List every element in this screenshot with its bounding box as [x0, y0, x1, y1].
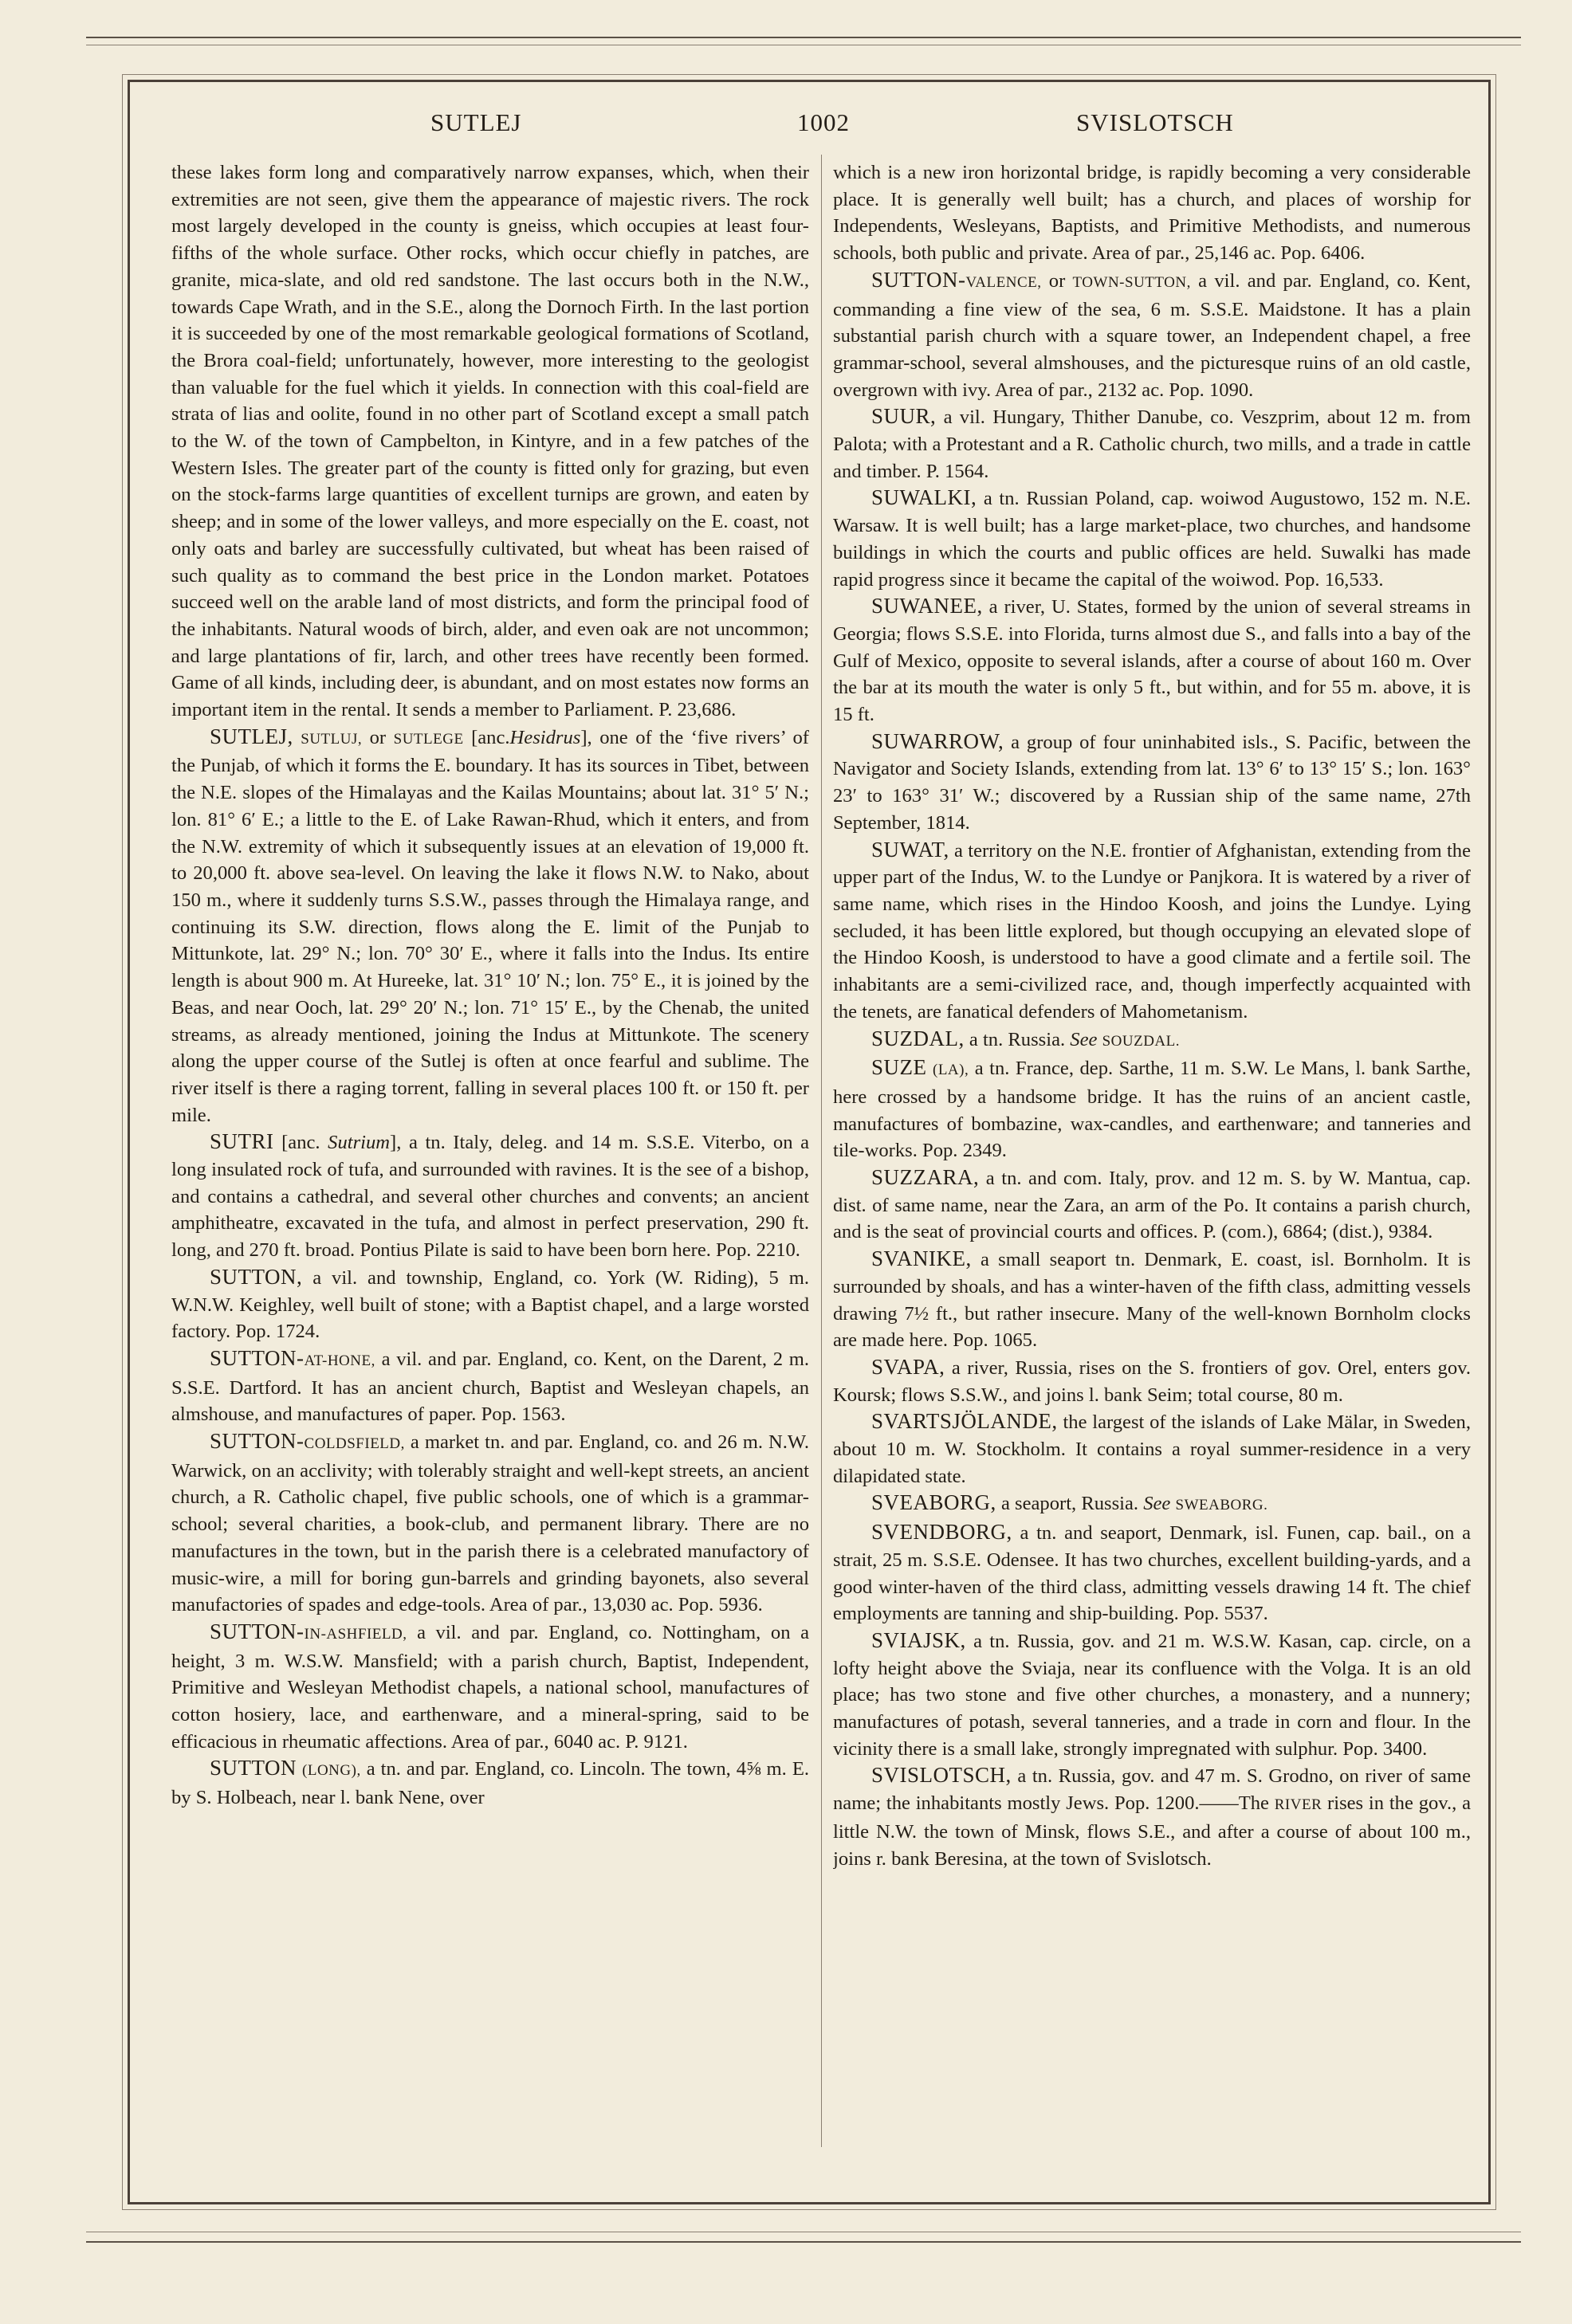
entry-suzdal	[833, 1026, 1471, 1055]
entry-sutton-in-ashfield	[171, 1619, 809, 1756]
entry-text: a tn. Russia, gov. and 47 m. S. Grodno, on river of same name; the inhabitants mostly Jews. Pop. 1200.——The	[833, 1765, 1471, 1815]
entry-suwat	[833, 837, 1471, 1026]
headword: SUUR,	[871, 404, 937, 429]
entry-text: a seaport, Russia.	[1000, 1493, 1139, 1515]
left-column	[171, 159, 809, 2144]
entry-text: a tn. Italy, deleg. and 14 m. S.S.E. Viterbo, on a long insulated rock of tufa, and surrounded with ravines. It is the see of a bishop, and contains a cathedral, and several other churches and convents; an ancient amphitheatre, excavated in the tufa, and almost in perfect preservation, 290 ft. long, and 270 ft. broad. Pontius Pilate is said to have been born here. Pop. 2210.	[171, 1132, 809, 1262]
entry-text: a tn. Russia.	[969, 1028, 1066, 1050]
variant-name: TOWN-SUTTON,	[1072, 273, 1191, 291]
headword-suffix: VALENCE,	[965, 273, 1042, 291]
entry-text: a group of four uninhabited isls., S. Pacific, between the Navigator and Society Islands, extending from lat. 13° 6′ to 13° 15′ S.; lon. 163° 23′ to 163° 31′ W.; discovered by a Russian ship of the same name, 27th September, 1814.	[833, 731, 1471, 834]
entry-svapa	[833, 1354, 1471, 1408]
headword: SUZZARA,	[871, 1165, 980, 1190]
entry-suwalki	[833, 485, 1471, 593]
entry-text: a river, Russia, rises on the S. frontiers of gov. Orel, enters gov. Koursk; flows S.S.W., and joins l. bank Seim; total course, 80 m.	[833, 1356, 1471, 1406]
headword-suffix: COLDSFIELD,	[304, 1435, 405, 1453]
entry-sveaborg	[833, 1490, 1471, 1519]
conjunction: or	[369, 726, 387, 748]
headword-suffix: AT-HONE,	[304, 1352, 375, 1369]
entry-text: the largest of the islands of Lake Mälar, in Sweden, about 10 m. W. Stockholm. It contains a royal summer-residence in a very dilapidated state.	[833, 1411, 1471, 1487]
headword: SUWAT,	[871, 837, 949, 862]
entry-text: a river, U. States, formed by the union of several streams in Georgia; flows S.S.E. into Florida, turns almost due S., and falls into a bay of the Gulf of Mexico, opposite to several islands, after a course of about 160 m. Over the bar at its mouth the water is only 5 ft., but within, and for 55 m. above, it is 15 ft.	[833, 596, 1471, 726]
entry-svendborg	[833, 1519, 1471, 1627]
entry-text: a tn. and seaport, Denmark, isl. Funen, cap. bail., on a strait, 25 m. S.S.E. Odensee. It has two churches, excellent building-yards, and a good winter-haven of the third class, admitting vessels drawing 14 ft. The chief employments are tanning and ship-building. Pop. 5537.	[833, 1522, 1471, 1625]
header-left-guide-word: SUTLEJ	[430, 108, 522, 136]
entry-text: one of the ‘five rivers’ of the Punjab, of which it forms the E. boundary. It has its sources in Tibet, between the N.E. slopes of the Himalayas and the Kailas Mountains; about lat. 31° 5′ N.; lon. 81° 6′ E.; a little to the E. of Lake Rawan-Rhud, which it enters, and from the N.W. extremity of which it subsequently issues at an elevation of 19,000 ft. to 20,000 ft. above sea-level. On leaving the lake it flows N.W. to Nako, about 150 m., where it suddenly turns S.S.W., passes through the Himalaya range, and continuing its S.W. direction, flows along the E. limit of the Punjab to Mittunkote, lat. 29° N.; lon. 70° 30′ E., where it falls into the Indus. Its entire length is about 900 m. At Hureeke, lat. 31° 10′ N.; lon. 75° E., it is joined by the Beas, and near Ooch, lat. 29° 20′ N.; lon. 71° 15′ E., by the Chenab, the united streams, as already mentioned, joining the Indus at Mittunkote. The scenery along the upper course of the Sutlej is often at once fearful and sublime. The river itself is there a raging torrent, falling in several places 100 ft. or 150 ft. per mile.	[171, 726, 809, 1126]
headword: SUWARROW,	[871, 728, 1004, 753]
headword: SUTRI	[210, 1129, 274, 1154]
small-caps-word: RIVER	[1274, 1796, 1322, 1814]
entry-svartsjolande	[833, 1408, 1471, 1490]
entry-suur	[833, 403, 1471, 485]
ancient-prefix: [anc.	[281, 1132, 320, 1154]
entry-text: a vil. and township, England, co. York (W. Riding), 5 m. W.N.W. Keighley, well built of stone; with a Baptist chapel, and a large worsted factory. Pop. 1724.	[171, 1266, 809, 1343]
ancient-prefix: [anc.	[471, 726, 510, 748]
entry-text: a vil. and par. England, co. Kent, commanding a fine view of the sea, 6 m. S.S.E. Maidstone. It has a plain substantial parish church with a square tower, an Independent chapel, a free grammar-school, several almshouses, and the picturesque ruins of an old castle, overgrown with ivy. Area of par., 2132 ac. Pop. 1090.	[833, 269, 1471, 401]
entry-sutton-coldfield	[171, 1428, 809, 1619]
see-reference-label: See	[1143, 1493, 1171, 1515]
ancient-name: Hesidrus	[509, 726, 581, 748]
headword: SVANIKE,	[871, 1246, 972, 1271]
entry-suze	[833, 1054, 1471, 1164]
cross-reference: SWEABORG.	[1175, 1497, 1268, 1514]
entry-text: a tn. Russian Poland, cap. woiwod Augustowo, 152 m. N.E. Warsaw. It is well built; has a large market-place, two churches, and handsome buildings in which the courts and public offices are held. Suwalki has made rapid progress since it became the capital of the woiwod. Pop. 16,533.	[833, 488, 1471, 591]
variant-name: SUTLUJ,	[301, 730, 363, 748]
headword: SUTTON,	[210, 1264, 303, 1289]
headword: SUZDAL,	[871, 1026, 965, 1050]
entry-sutlej	[171, 724, 809, 1129]
page-number: 1002	[797, 108, 850, 136]
ancient-name: Sutrium	[328, 1132, 391, 1154]
entry-text: a vil. Hungary, Thither Danube, co. Veszprim, about 12 m. from Palota; with a Protestant and a R. Catholic church, two mills, and a trade in cattle and timber. P. 1564.	[833, 406, 1471, 482]
headword: SUTTON-	[871, 267, 966, 292]
running-header	[159, 104, 1467, 151]
headword-suffix: (LA),	[933, 1062, 969, 1079]
headword: SUWANEE,	[871, 594, 983, 618]
entry-svislotsch	[833, 1762, 1471, 1872]
headword: SVAPA,	[871, 1354, 945, 1379]
headword: SVEABORG,	[871, 1490, 996, 1515]
entry-text: a vil. and par. England, co. Kent, on the Darent, 2 m. S.S.E. Dartford. It has an ancient church, Baptist and Wesleyan chapels, an almshouse, and manufactures of paper. Pop. 1563.	[171, 1348, 809, 1426]
headword: SVENDBORG,	[871, 1520, 1012, 1545]
conjunction: or	[1048, 269, 1066, 292]
entry-text: a vil. and par. England, co. Nottingham, on a height, 3 m. W.S.W. Mansfield; with a parish church, Baptist, Independent, Primitive and Wesleyan Methodist chapels, a national school, manufactures of cotton hosiery, lace, and earthenware, and a mineral-spring, said to be efficacious in rheumatic affections. Area of par., 6040 ac. P. 9121.	[171, 1621, 809, 1753]
ancient-suffix: ],	[390, 1132, 402, 1154]
entry-svanike	[833, 1246, 1471, 1354]
page-bottom-rule	[86, 2241, 1521, 2243]
entry-sutri	[171, 1129, 809, 1264]
headword: SVARTSJÖLANDE,	[871, 1409, 1058, 1434]
headword-suffix: IN-ASHFIELD,	[304, 1625, 407, 1643]
headword: SVISLOTSCH,	[871, 1763, 1012, 1788]
entry-text: a tn. Russia, gov. and 21 m. W.S.W. Kasan, cap. circle, on a lofty height above the Sviaja, near its confluence with the Volga. It is an old place; has two stone and five other churches, a monastery, and a nunnery; manufactures of potash, several tanneries, and a trade in corn and flour. In the vicinity there is a small lake, strongly impregnated with sulphur. Pop. 3400.	[833, 1630, 1471, 1760]
headword: SUTTON-	[210, 1345, 305, 1370]
headword: SUTTON	[210, 1756, 297, 1780]
headword: SUZE	[871, 1055, 927, 1080]
entry-text: a tn. France, dep. Sarthe, 11 m. S.W. Le Mans, l. bank Sarthe, here crossed by a handsome bridge. It has the ruins of an ancient castle, manufactures of bombazine, wax-candles, and earthenware; and tanneries and tile-works. Pop. 2349.	[833, 1058, 1471, 1162]
headword: SUTTON-	[210, 1619, 305, 1643]
headword: SVIAJSK,	[871, 1627, 966, 1652]
headword: SUTTON-	[210, 1429, 305, 1454]
entry-text: a territory on the N.E. frontier of Afghanistan, extending from the upper part of the Indus, W. to the Lundye or Panjkora. It is watered by a river of same name, which rises in the Hindoo Koosh, and joins the Lundye. Lying secluded, it has been little explored, but though occupying an elevated slope of the Hindoo Koosh, is understood to have a good climate and a fertile soil. The inhabitants are a semi-civilized race, and, though imperfectly acquainted with the tenets, are fanatical defenders of Mahometanism.	[833, 839, 1471, 1023]
entry-suwanee	[833, 593, 1471, 728]
entry-text: a market tn. and par. England, co. and 26 m. N.W. Warwick, on an acclivity; with tolerably straight and well-kept streets, an ancient church, a R. Catholic chapel, five public schools, one of which is a grammar-school; several charities, a book-club, and permanent library. There are no manufactures in the town, but in the parish there is a celebrated manufactory of music-wire, a mill for boring gun-barrels and grinding bayonets, also several manufactories of spades and edge-tools. Area of par., 13,030 ac. Pop. 5936.	[171, 1431, 809, 1616]
entry-text: a tn. and com. Italy, prov. and 12 m. S. by W. Mantua, cap. dist. of same name, near the Zara, an arm of the Po. It contains a parish church, and is the seat of provincial courts and offices. P. (com.), 6864; (dist.), 9384.	[833, 1168, 1471, 1243]
cross-reference: SOUZDAL.	[1102, 1032, 1181, 1050]
entry-continuation: these lakes form long and comparatively narrow expanses, which, when their extremities are not seen, give them the appearance of majestic rivers. The rock most largely developed in the county is gneiss, which occupies at least four-fifths of the whole surface. Other rocks, which occur chiefly in patches, are granite, mica-slate, and old red sandstone. The last occurs both in the N.W., towards Cape Wrath, and in the S.E., along the Dornoch Firth. In the last portion it is succeeded by one of the most remarkable geological formations of Scotland, the Brora coal-field; unfortunately, however, more interesting to the geologist than valuable for the fuel which it yields. In connection with this coal-field are strata of lias and oolite, found in no other part of Scotland except a small patch to the W. of the town of Campbelton, in Kintyre, and in a few patches of the Western Isles. The greater part of the county is fitted only for grazing, but even on the stock-farms large quantities of excellent turnips are grown, and eaten by sheep; and in some of the lower valleys, and more especially on the E. coast, not only oats and barley are successfully cultivated, but wheat has been raised of such quality as to command the best price in the London market. Potatoes succeed well on the arable land of most districts, and form the principal food of the inhabitants. Natural woods of birch, alder, and even oak are not uncommon; and large plantations of fir, larch, and other trees have recently been formed. Game of all kinds, including deer, is abundant, and on most estates now forms an important item in the rental. It sends a member to Parliament. P. 23,686.	[171, 162, 809, 721]
entry-sutton-valence	[833, 267, 1471, 404]
headword: SUWALKI,	[871, 485, 977, 510]
entry-sutton-long	[171, 1755, 809, 1811]
headword-suffix: (LONG),	[302, 1762, 361, 1780]
entry-sutton	[171, 1264, 809, 1345]
entry-text: a tn. and par. England, co. Lincoln. The town, 4⅝ m. E. by S. Holbeach, near l. bank Nene, over	[171, 1758, 809, 1809]
headword: SUTLEJ,	[210, 724, 293, 748]
entry-text: a small seaport tn. Denmark, E. coast, isl. Bornholm. It is surrounded by shoals, and has a winter-haven of the fifth class, admitting vessels drawing 7½ ft., but rather insecure. Many of the well-known Bornholm clocks are made here. Pop. 1065.	[833, 1249, 1471, 1352]
right-column	[833, 159, 1471, 2144]
entry-sviajsk	[833, 1627, 1471, 1763]
header-right-guide-word: SVISLOTSCH	[1076, 108, 1234, 136]
column-divider	[821, 155, 822, 2147]
variant-name: SUTLEGE	[393, 730, 464, 748]
entry-sutton-at-hone	[171, 1345, 809, 1428]
entry-suwarrow	[833, 728, 1471, 837]
see-reference-label: See	[1070, 1028, 1098, 1050]
entry-continuation: which is a new iron horizontal bridge, is rapidly becoming a very considerable place. It is generally well built; has a church, and places of worship for Independents, Wesleyans, Baptists, and Primitive Methodists, and numerous schools, both public and private. Area of par., 25,146 ac. Pop. 6406.	[833, 162, 1471, 265]
ancient-suffix: ],	[580, 726, 592, 748]
entry-text-continued: rises in the gov., a little N.W. the town of Minsk, flows S.E., and after a course of about 100 m., joins r. bank Beresina, at the town of Svislotsch.	[833, 1792, 1471, 1870]
entry-suzzara	[833, 1164, 1471, 1246]
